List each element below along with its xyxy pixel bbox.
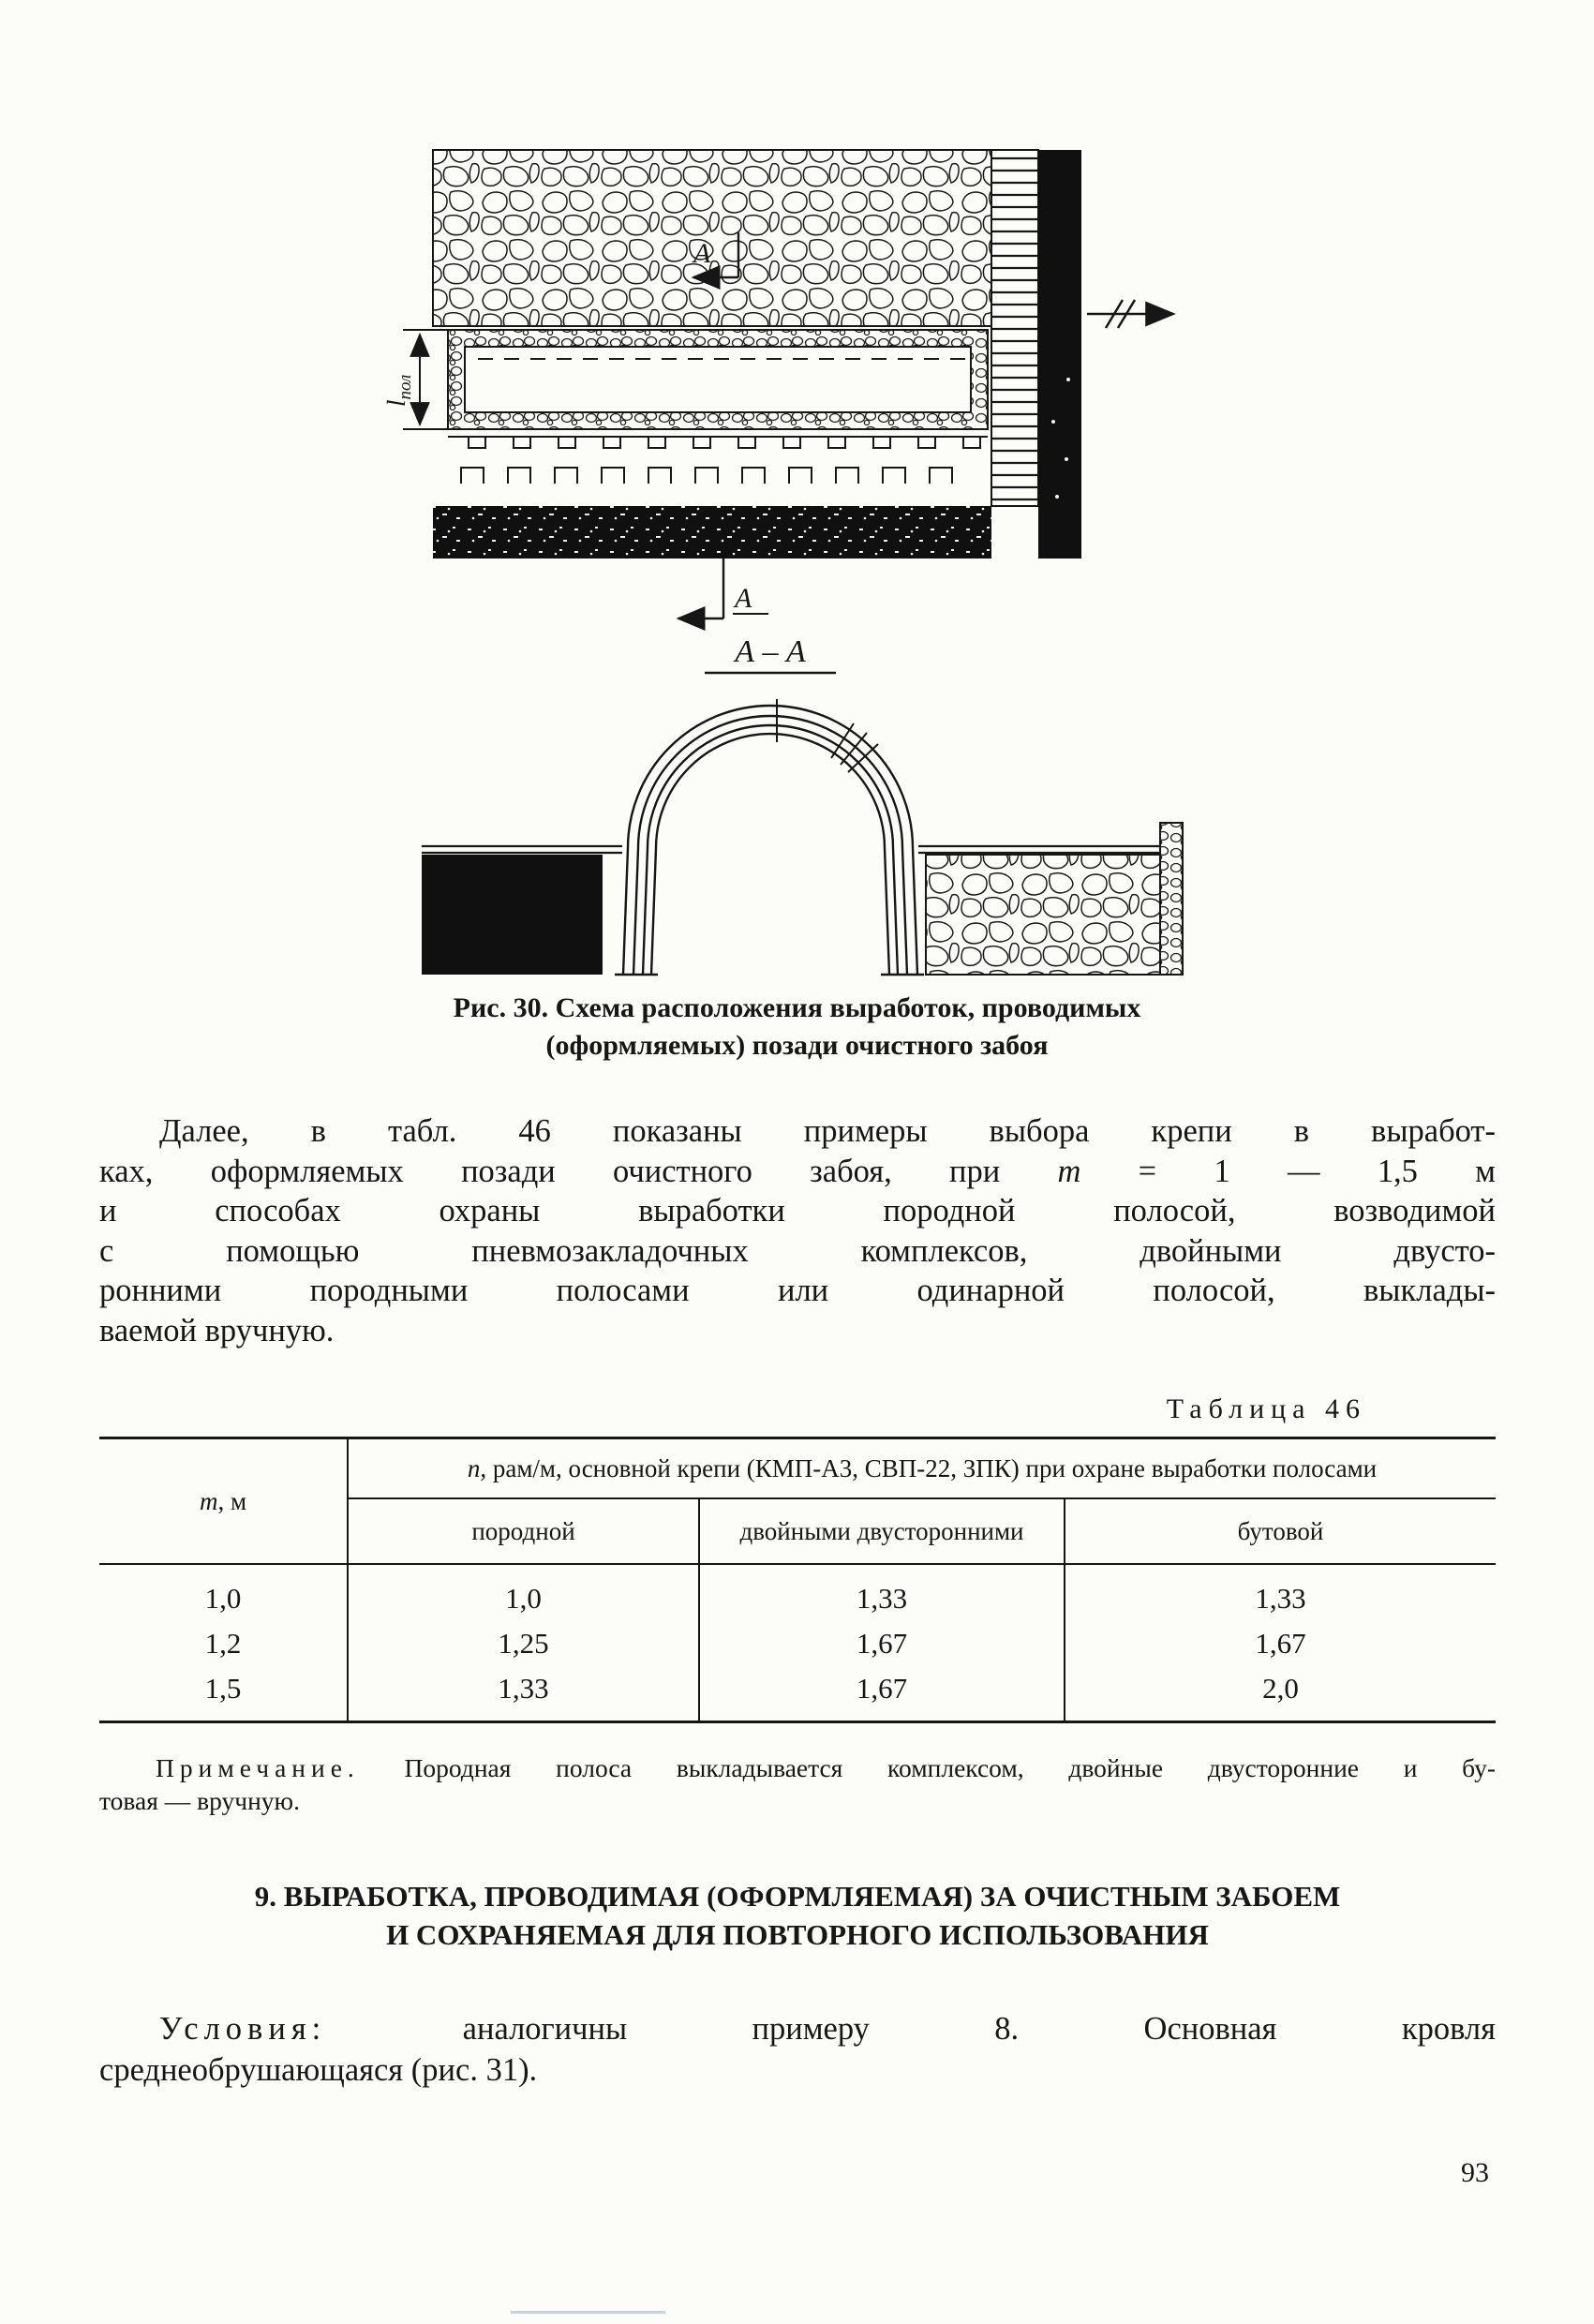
paragraph-text: ках, оформляемых позади очистного забоя, при bbox=[99, 1153, 1058, 1189]
section-9-heading bbox=[99, 1877, 1496, 1954]
uslovia-label: Условия: bbox=[159, 2011, 327, 2047]
table-row bbox=[99, 1621, 1496, 1666]
rubble-pack-right bbox=[926, 855, 1160, 975]
longwall-face-strip bbox=[991, 150, 1038, 506]
variable-n: n bbox=[467, 1453, 481, 1482]
table-cell: 1,67 bbox=[699, 1621, 1065, 1666]
scan-artifact-line bbox=[511, 2311, 665, 2314]
cross-section-a-a bbox=[422, 634, 1183, 975]
figure-caption bbox=[0, 990, 1594, 1065]
roof-lines bbox=[422, 846, 1183, 853]
section-9-body bbox=[99, 2008, 1496, 2091]
paragraph-line: с помощью пневмозакладочных комплексов, двойными двусто- bbox=[99, 1232, 1496, 1269]
arch-support-frames bbox=[623, 706, 917, 975]
body-paragraph bbox=[99, 1111, 1496, 1350]
table-cell: 1,0 bbox=[348, 1564, 699, 1621]
coal-band-speckled bbox=[433, 506, 991, 559]
roadway-pack-border bbox=[448, 330, 988, 429]
note-line1 bbox=[99, 1751, 1496, 1784]
header-text: , м bbox=[217, 1486, 247, 1515]
page-number: 93 bbox=[1461, 2157, 1489, 2188]
table-cell: 1,33 bbox=[1255, 1582, 1306, 1615]
crib-row-1 bbox=[469, 437, 980, 448]
section-mark-bottom bbox=[678, 559, 768, 618]
figure-caption-line1: Рис. 30. Схема расположения выработок, проводимых bbox=[453, 992, 1141, 1023]
paragraph-line: ваемой вручную. bbox=[99, 1312, 335, 1348]
table-cell: 1,5 bbox=[99, 1666, 348, 1722]
paragraph-line bbox=[99, 1152, 1496, 1192]
table-subheader-butovoy: бутовой bbox=[1065, 1498, 1496, 1564]
rubble-pack-edge bbox=[1160, 823, 1183, 975]
note-text: Породная полоса выкладывается комплексом, двойные двусторонние и бу- bbox=[404, 1753, 1497, 1782]
table-cell: 1,25 bbox=[348, 1621, 699, 1666]
variable-m: m bbox=[1057, 1153, 1081, 1189]
note-label: Примечание. bbox=[156, 1753, 360, 1782]
cross-section-label: А – А bbox=[735, 634, 806, 669]
table-cell: 1,33 bbox=[699, 1564, 1065, 1621]
heading-line1: 9. ВЫРАБОТКА, ПРОВОДИМАЯ (ОФОРМЛЯЕМАЯ) ЗА ОЧИСТНЫМ ЗАБОЕМ bbox=[254, 1880, 1341, 1913]
table-header-m bbox=[99, 1438, 348, 1565]
coal-block-left bbox=[422, 855, 603, 975]
table-row bbox=[99, 1666, 1496, 1722]
table-cell: 1,33 bbox=[348, 1666, 699, 1722]
table-cell: 2,0 bbox=[1262, 1672, 1299, 1705]
advance-direction-arrow bbox=[1087, 300, 1173, 328]
heading-line2: И СОХРАНЯЕМАЯ ДЛЯ ПОВТОРНОГО ИСПОЛЬЗОВАНИЯ bbox=[386, 1918, 1209, 1951]
table-note bbox=[99, 1751, 1496, 1817]
crib-row-2 bbox=[461, 468, 952, 484]
paragraph-text: = 1 — 1,5 м bbox=[1080, 1153, 1496, 1189]
variable-m: m bbox=[199, 1486, 218, 1515]
table-subheader-dvoynymi: двойными двусторонними bbox=[699, 1498, 1065, 1564]
goaf-rubble-area bbox=[433, 150, 991, 326]
dimension-label: $l_{пол}$ bbox=[382, 374, 415, 407]
body-text: аналогичны примеру 8. Основная кровля bbox=[337, 2011, 1496, 2047]
figure-caption-line2: (оформляемых) позади очистного забоя bbox=[545, 1030, 1049, 1061]
body-line2: среднеобрушающаяся (рис. 31). bbox=[99, 2052, 538, 2088]
paragraph-line: и способах охраны выработки породной полосой, возводимой bbox=[99, 1193, 1496, 1229]
note-line2: товая — вручную. bbox=[99, 1786, 300, 1815]
coal-seam-strip bbox=[1038, 150, 1081, 559]
table-label: Таблица 46 bbox=[1166, 1393, 1366, 1424]
paragraph-line: ронними породными полосами или одинарной полосой, выклады- bbox=[99, 1273, 1496, 1308]
table-cell: 1,0 bbox=[99, 1564, 348, 1621]
table-subheader-porodnoy: породной bbox=[348, 1498, 699, 1564]
table-46 bbox=[99, 1437, 1496, 1723]
plan-view bbox=[382, 150, 1173, 618]
paragraph-line: Далее, в табл. 46 показаны примеры выбора крепи в выработ- bbox=[159, 1113, 1496, 1149]
table-cell: 1,67 bbox=[1255, 1627, 1306, 1660]
header-text: , рам/м, основной крепи (КМП-А3, СВП-22, ЗПК) при охране выработки полосами bbox=[480, 1453, 1378, 1482]
section-letter-a-top: А bbox=[693, 238, 711, 269]
section-letter-a-bottom: А bbox=[735, 583, 752, 614]
body-line1 bbox=[99, 2008, 1496, 2049]
table-cell: 1,2 bbox=[99, 1621, 348, 1666]
table-cell: 1,67 bbox=[699, 1666, 1065, 1722]
table-row bbox=[99, 1564, 1496, 1621]
figure-30-drawing bbox=[0, 141, 1594, 993]
table-header-span bbox=[348, 1438, 1496, 1499]
